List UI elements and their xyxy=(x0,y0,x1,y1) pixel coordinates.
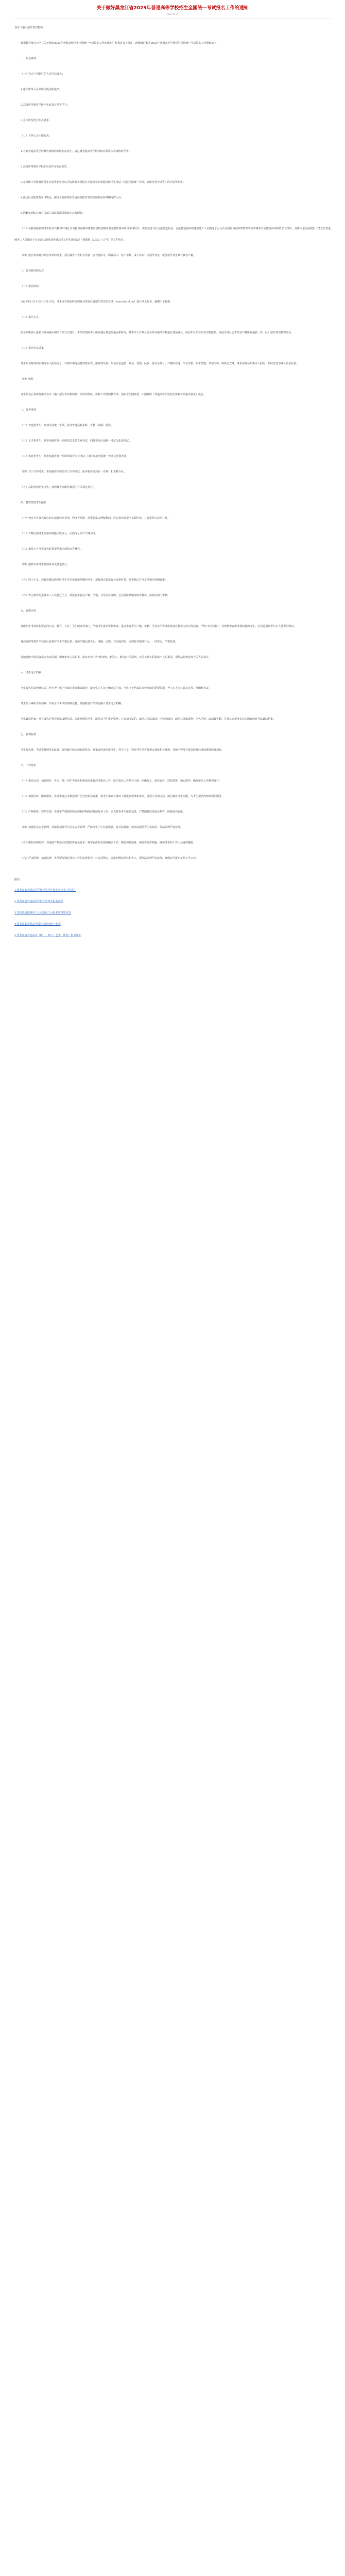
attachment-link[interactable]: 2.黑龙江省普通高等学校招生考生报名流程 xyxy=(14,900,63,903)
section-paragraph: （二）加强宣传，做好服务。各地要通过多种途径广泛宣传报名政策，使考生和家长及时了解报名政策和要求。要设立咨询电话，耐心解答考生问题，为考生提供热情周到的服务。 xyxy=(21,795,225,798)
section-paragraph: 1.具有普通高等学历教育资格的高校的在校生，或已被普通高等学校录取并保留入学资格的学生； xyxy=(21,150,131,153)
section-paragraph: （四）对口升学考生：参加我省组织的对口升学考试，报考相应的高职（专科）和本科专业。 xyxy=(21,470,127,473)
section-paragraph: 报名采取网上报名与现场确认相结合的方式进行。考生应按照本人所在地区规定的地点和时间，携带本人有效身份证件及相关材料进行现场确认。应届毕业生在所在学校报名，往届生及社会考生在户籍所在地县（市、区）招生考试机构报名。 xyxy=(21,331,294,334)
section-paragraph: 考生诚信档案：对在报名过程中提供虚假信息、弄虚作假的考生，取消其当年报名资格；已参加考试的，取消其考试成绩；已被录取的，取消其录取资格；已入学的，取消其学籍，并将其违规事实记入国家教育考试诚信档案。 xyxy=(21,718,276,721)
section-paragraph: （四）港澳台侨考生按国家有关规定执行。 xyxy=(21,563,70,566)
attachment-link[interactable]: 1.黑龙江省普通高等学校招生考生报名登记表（样式） xyxy=(14,889,76,892)
section-heading: 七、收费标准 xyxy=(21,733,37,736)
section-paragraph: （五）高职单独招生考生：按照我省高职单独招生有关规定执行。 xyxy=(21,486,96,489)
section-paragraph: 2022年11月1日至11月10日，考生可在规定时间内登录黑龙江省招生考试信息港（www.lzk.hl.cn）进行网上报名。逾期不予补报。 xyxy=(21,300,173,303)
section-paragraph: （五）做好疫情防控。各地要严格落实疫情防控有关要求，科学安排报名现场确认工作，做好现场消毒、测温等防护措施，确保考生和工作人员身体健康。 xyxy=(21,841,196,844)
section-paragraph: （三）报名信息采集 xyxy=(21,347,44,350)
section-paragraph: 各级招生考试机构要会同公安、教育、人社、卫生健康等部门，严格考生报名资格审查。重点审查考生户籍、学籍、学业水平考试成绩及在校学习经历等信息，严防“高考移民”。对资格审查中发现问题的考生，应及时通知考生本人并说明理由。 xyxy=(21,625,297,628)
section-heading: 四、特殊类型考生报名 xyxy=(21,501,47,504)
section-paragraph: 3.身体状况符合相关要求。 xyxy=(21,119,51,122)
section-heading: 二、报名时间和方式 xyxy=(21,269,44,273)
section-paragraph: （四）体检 xyxy=(21,378,34,381)
section-paragraph: 考生报名时须如实填写本人报名信息，并对所填写信息的真实性、准确性负责。报名信息包括：姓名、性别、民族、身份证件号、户籍所在地、毕业学校、报考类别、外语语种、联系方式等。考生须现场采集本人照片、指纹及签字确认报名信息。 xyxy=(21,362,299,365)
section-heading: 一、报名条件 xyxy=(21,57,37,60)
section-heading: 八、工作要求 xyxy=(21,764,37,767)
section-heading: 三、报考类别 xyxy=(21,409,37,412)
attachment-link[interactable]: 3.黑龙江省进城务工人员随迁子女报名资格审查表 xyxy=(14,911,71,914)
article-sections xyxy=(14,53,331,864)
section-paragraph: 各高级中等教育学校要认真核对学生学籍信息，确保学籍信息真实、准确、完整。对弄虚作假、违规转学籍等行为，一经查实，严肃处理。 xyxy=(21,640,178,643)
section-paragraph: （四）报名参加对口升学考试的考生，须为我省中等职业学校（含普通中专、职业高中、技工学校、成人中专）应届毕业生，或往届毕业生具有我省户籍。 xyxy=(21,254,196,257)
page-title: 关于做好黑龙江省2023年普通高等学校招生全国统一考试报名工作的通知 xyxy=(96,6,249,11)
attachments-list xyxy=(14,885,331,941)
section-paragraph: （一）残疾考生报名时应如实填报残疾类别、程度等情况，需要提供合理便利的，应在报名时提出书面申请，并提供相关证明材料。 xyxy=(21,517,170,520)
section-paragraph: （一）普通类考生：参加全国统一考试，报考普通高校本科、专科（高职）批次。 xyxy=(21,424,114,427)
section-paragraph: （三）退役士兵考生报名时须提供退出现役证等材料。 xyxy=(21,548,83,551)
section-paragraph: 1.遵守中华人民共和国宪法和法律； xyxy=(21,88,62,91)
section-paragraph: 2.高级中等教育学校非应届毕业的在校生； xyxy=(21,165,70,168)
intro-paragraph: 根据教育部办公厅《关于做好2023年普通高校招生全国统一考试报名工作的通知》和我省有关规定，现就做好我省2023年普通高等学校招生全国统一考试报名工作通知如下： xyxy=(21,42,219,45)
section-paragraph: （三）在我省报名的考生须具有我省户籍且具有我省高级中等教育学校学籍并有完整的高中阶段学习经历，或在我省具有合法稳定职业、合法稳定住所的进城务工人员随迁子女且具有我省高级中等教育学校学籍并有完整的高中阶段学习经历。具体认定办法按照《黑龙江省进城务工人员随迁子女在流入地参加普通高考工作实施办法》（黑教联〔2022〕17号）等文件执行。 xyxy=(14,227,331,242)
section-paragraph: 4.因违反国家教育考试规定，被给予暂停参加普通高校招生考试处理且在停考期内的人员； xyxy=(21,196,124,199)
article-body xyxy=(14,22,331,941)
attachment-link[interactable]: 4.黑龙江省普通高考报名咨询电话一览表 xyxy=(14,923,61,926)
publish-meta: 2022-10-31 xyxy=(166,13,179,15)
section-paragraph: 2.高级中等教育学校毕业或具有同等学力； xyxy=(21,104,70,107)
section-paragraph: （六）符合条件的进城务工人员随迁子女，须按要求提交户籍、学籍、父母居住证明、社会保险缴纳证明等材料，由相关部门审核。 xyxy=(21,594,170,597)
salutation: 各市（地）招生考试机构： xyxy=(14,26,46,29)
section-paragraph: 各地要健全报名资格审查责任制，明确审查人员职责，落实审查工作“谁审核、谁签字、谁负责”的原则。对因工作失职造成不良后果的，要依法依规追究有关人员责任。 xyxy=(21,656,212,659)
section-paragraph: 3.在高级中等教育阶段非应届毕业年份以弄虚作假手段报名并违规参加普通高校招生考试（包括全国统一考试、高职分类考试等）的应届毕业生； xyxy=(21,181,185,184)
section-paragraph: 5.因触犯刑法已被有关部门采取强制措施或正在服刑者。 xyxy=(21,212,85,215)
section-paragraph: （一）报名时间 xyxy=(21,285,39,288)
section-paragraph: （二）少数民族考生应如实填报民族成分，民族成分以户口簿为准。 xyxy=(21,532,98,535)
section-paragraph: 考生报名信息经确认后，作为考生电子档案的重要组成部分，由考生本人签字确认后生效。考生电子档案是高校录取的重要依据，考生本人应对其真实性、准确性负责。 xyxy=(21,687,212,690)
section-heading: 五、资格审查 xyxy=(21,609,37,613)
section-paragraph: （二）下列人员不能报名： xyxy=(21,134,52,138)
section-paragraph: 考生报名后须参加由所在市（地）招生考试机构统一组织的体检，体检工作按照教育部、国家卫生健康委、中国残联《普通高等学校招生体检工作指导意见》执行。 xyxy=(21,393,206,396)
section-paragraph: 考生报名费、考试费按照省发改委、省财政厅核定的标准执行。对家庭经济困难考生、烈士子女、残疾考生等可按规定减免相关费用。各地不得擅自提高收费标准或增加收费项目。 xyxy=(21,749,225,752)
section-paragraph: （五）烈士子女、边疆少数民族地区考生等享受政策照顾的考生，须按规定提供有关证明材料，经审核后方可享受相应照顾政策。 xyxy=(21,579,168,582)
section-paragraph: （二）艺术类考生：须参加我省统一组织的艺术类专业考试，同时参加全国统一考试文化课考试。 xyxy=(21,439,132,443)
section-paragraph: （二）报名方式 xyxy=(21,316,39,319)
section-paragraph: （六）严肃纪律，加强监督。各地要加强对报名工作的监督检查，对违反规定、弄虚作假的单位和个人，要依法依规严肃处理，确保高考报名工作公平公正。 xyxy=(21,857,199,860)
attachments-title: 附件： xyxy=(14,878,23,882)
section-paragraph: 考生综合素质评价档案、学业水平考试成绩等信息，按照我省有关规定纳入考生电子档案。 xyxy=(21,702,124,705)
section-paragraph: （三）体育类考生：须参加我省统一组织的体育专业考试，同时参加全国统一考试文化课考试。 xyxy=(21,455,129,458)
attachment-link[interactable]: 5.黑龙江省普通高考（统一、对口、艺术、体育）报考须知 xyxy=(14,934,81,937)
section-paragraph: （一）提高认识，加强领导。各市（地）招生考试机构要高度重视高考报名工作，成立报名工作领导小组，明确分工，落实责任，周密部署，精心组织，确保报名工作顺利进行。 xyxy=(21,779,222,783)
section-paragraph: （一）符合下列条件的人员可以报名： xyxy=(21,73,65,76)
section-paragraph: （四）加强信息安全管理。各地要加强考生信息安全管理，严防考生个人信息泄露。对非法获取、出售或提供考生信息的，依法依规严肃处理。 xyxy=(21,826,183,829)
section-heading: 六、考生电子档案 xyxy=(21,671,42,674)
section-paragraph: （三）严格程序，规范管理。各地要严格按照规定的程序和时间开展报名工作，认真核查考生报名信息，严禁随意改变报名条件、降低报名标准。 xyxy=(21,810,186,814)
